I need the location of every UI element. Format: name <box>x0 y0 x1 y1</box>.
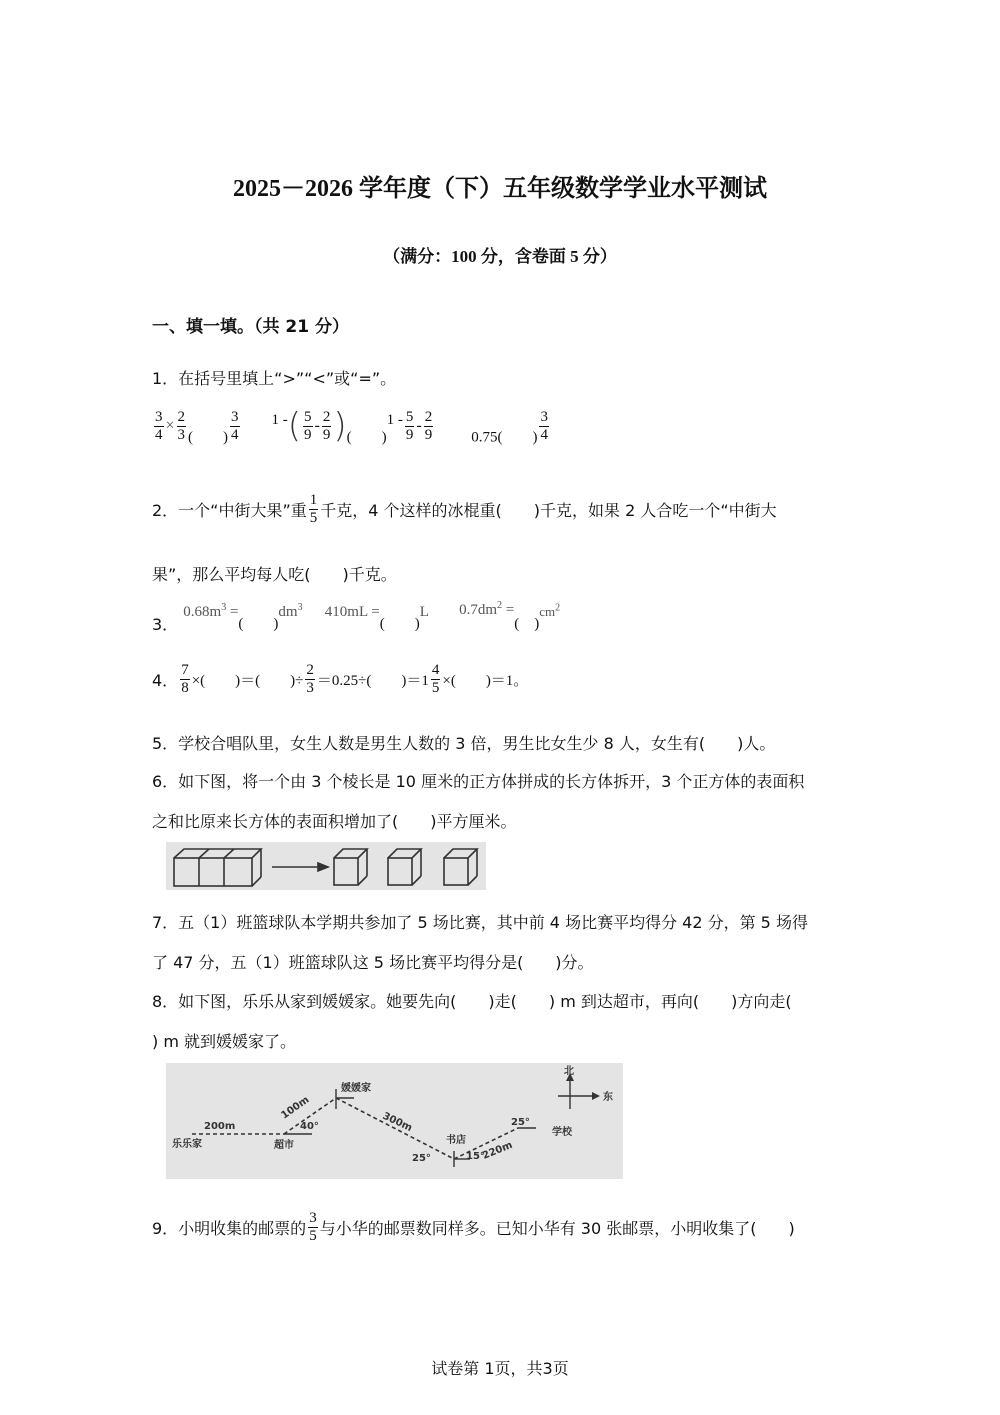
fraction: $\frac{3}{4}$ <box>155 408 163 443</box>
angle-label: 40° <box>300 1121 319 1132</box>
expr-value: 0.75( ) <box>471 429 538 446</box>
east-label: 东 <box>603 1092 613 1103</box>
school-label: 学校 <box>552 1127 572 1138</box>
market-label: 超市 <box>274 1140 294 1151</box>
fraction: $\frac{4}{5}$ <box>431 662 440 696</box>
question-6-line-2: 之和比原来长方体的表面积增加了( )平方厘米。 <box>152 812 517 831</box>
angle-label: 15° <box>466 1151 485 1162</box>
minus-sign: - <box>416 417 422 434</box>
distance-label: 100m <box>279 1094 312 1122</box>
fraction: $\frac{2}{3}$ <box>306 662 314 696</box>
route-map <box>166 1063 623 1179</box>
page-title: 2025－2026 学年度（下）五年级数学学业水平测试 <box>233 176 767 202</box>
expr-prefix: 1 - <box>386 411 403 428</box>
fraction: $\frac{1}{5}$ <box>309 492 318 526</box>
distance-label: 200m <box>204 1121 236 1132</box>
north-label: 北 <box>564 1066 574 1077</box>
expr-prefix: 1 - <box>271 411 288 428</box>
fraction: $\frac{2}{9}$ <box>424 408 433 443</box>
angle-label: 25° <box>412 1153 431 1164</box>
question-5: 5．学校合唱队里，女生人数是男生人数的 3 倍，男生比女生少 8 人，女生有( )人。 <box>152 734 776 753</box>
question-2-line-1: 2．一个“中街大果”重 $\frac{1}{5}$ 千克，4 个这样的冰棍重( )千克，如果 2 人合吃一个“中街大 <box>152 492 777 526</box>
answer-blank[interactable]: ( ) <box>188 429 229 446</box>
question-8-line-2: ) m 就到媛媛家了。 <box>152 1032 297 1051</box>
section-heading: 一、填一填。（共 21 分） <box>152 317 349 337</box>
fraction: $\frac{2}{3}$ <box>177 408 186 443</box>
question-7-line-2: 了 47 分，五（1）班篮球队这 5 场比赛平均得分是( )分。 <box>152 953 594 972</box>
answer-blank[interactable]: ( ) <box>379 616 420 632</box>
question-3: 3． $0.68m^3$ =( )$dm^3$ 410mL =( )L $0.7dm^2$ =( )$^{cm^2}$ <box>152 600 561 634</box>
question-2-line-2: 果”，那么平均每人吃( )千克。 <box>152 565 397 584</box>
cubes-figure <box>166 842 486 890</box>
question-1-text: 1．在括号里填上“>”“<”或“=”。 <box>152 369 397 388</box>
fraction: $\frac{5}{9}$ <box>304 408 312 443</box>
answer-blank[interactable]: ( ) <box>238 616 279 632</box>
bookstore-label: 书店 <box>446 1135 466 1146</box>
home-label: 乐乐家 <box>172 1139 202 1150</box>
fraction: $\frac{3}{5}$ <box>309 1210 317 1244</box>
minus-sign: - <box>314 417 320 434</box>
angle-label: 25° <box>511 1117 530 1128</box>
answer-blank[interactable]: ( ) <box>346 429 387 446</box>
question-7-line-1: 7．五（1）班篮球队本学期共参加了 5 场比赛，其中前 4 场比赛平均得分 42 分，第 5 场得 <box>152 913 808 932</box>
answer-blank[interactable]: ( ) <box>514 616 540 632</box>
fraction: $\frac{7}{8}$ <box>181 662 189 696</box>
fraction: $\frac{3}{4}$ <box>540 408 548 443</box>
question-9: 9．小明收集的邮票的 $\frac{3}{5}$ 与小华的邮票数同样多。已知小华有 30 张邮票，小明收集了( ) <box>152 1210 795 1244</box>
distance-label: 220m <box>481 1139 515 1162</box>
times-sign: × <box>165 417 175 434</box>
question-4: 4． $\frac{7}{8}$ ×( )＝( )÷ $\frac{2}{3}$ ＝0.25÷( )＝1 $\frac{4}{5}$ ×( )＝1。 <box>152 662 529 696</box>
page-subtitle: （满分：100 分，含卷面 5 分） <box>383 247 617 266</box>
page-footer: 试卷第 1页，共3页 <box>431 1359 569 1378</box>
fraction: $\frac{5}{9}$ <box>405 408 414 443</box>
distance-label: 300m <box>380 1110 414 1134</box>
fraction: $\frac{2}{9}$ <box>322 408 331 443</box>
question-1-expressions: $\frac{3}{4}$ × $\frac{2}{3}$ ( ) $\frac{3}{4}$ 1 -( $\frac{5}{9}$ - $\frac{2}{9}$ )( )1 - $\frac{5}{9}$ - $\frac{2}{9}$ 0.75( ) $\frac{3}{4}$ <box>155 406 548 446</box>
question-8-line-1: 8．如下图，乐乐从家到媛媛家。她要先向( )走( ) m 到达超市，再向( )方向走( <box>152 992 792 1011</box>
question-6-line-1: 6．如下图，将一个由 3 个棱长是 10 厘米的正方体拼成的长方体拆开，3 个正方体的表面积 <box>152 772 805 791</box>
fraction: $\frac{3}{4}$ <box>231 408 239 443</box>
friend-home-label: 媛媛家 <box>341 1083 371 1094</box>
